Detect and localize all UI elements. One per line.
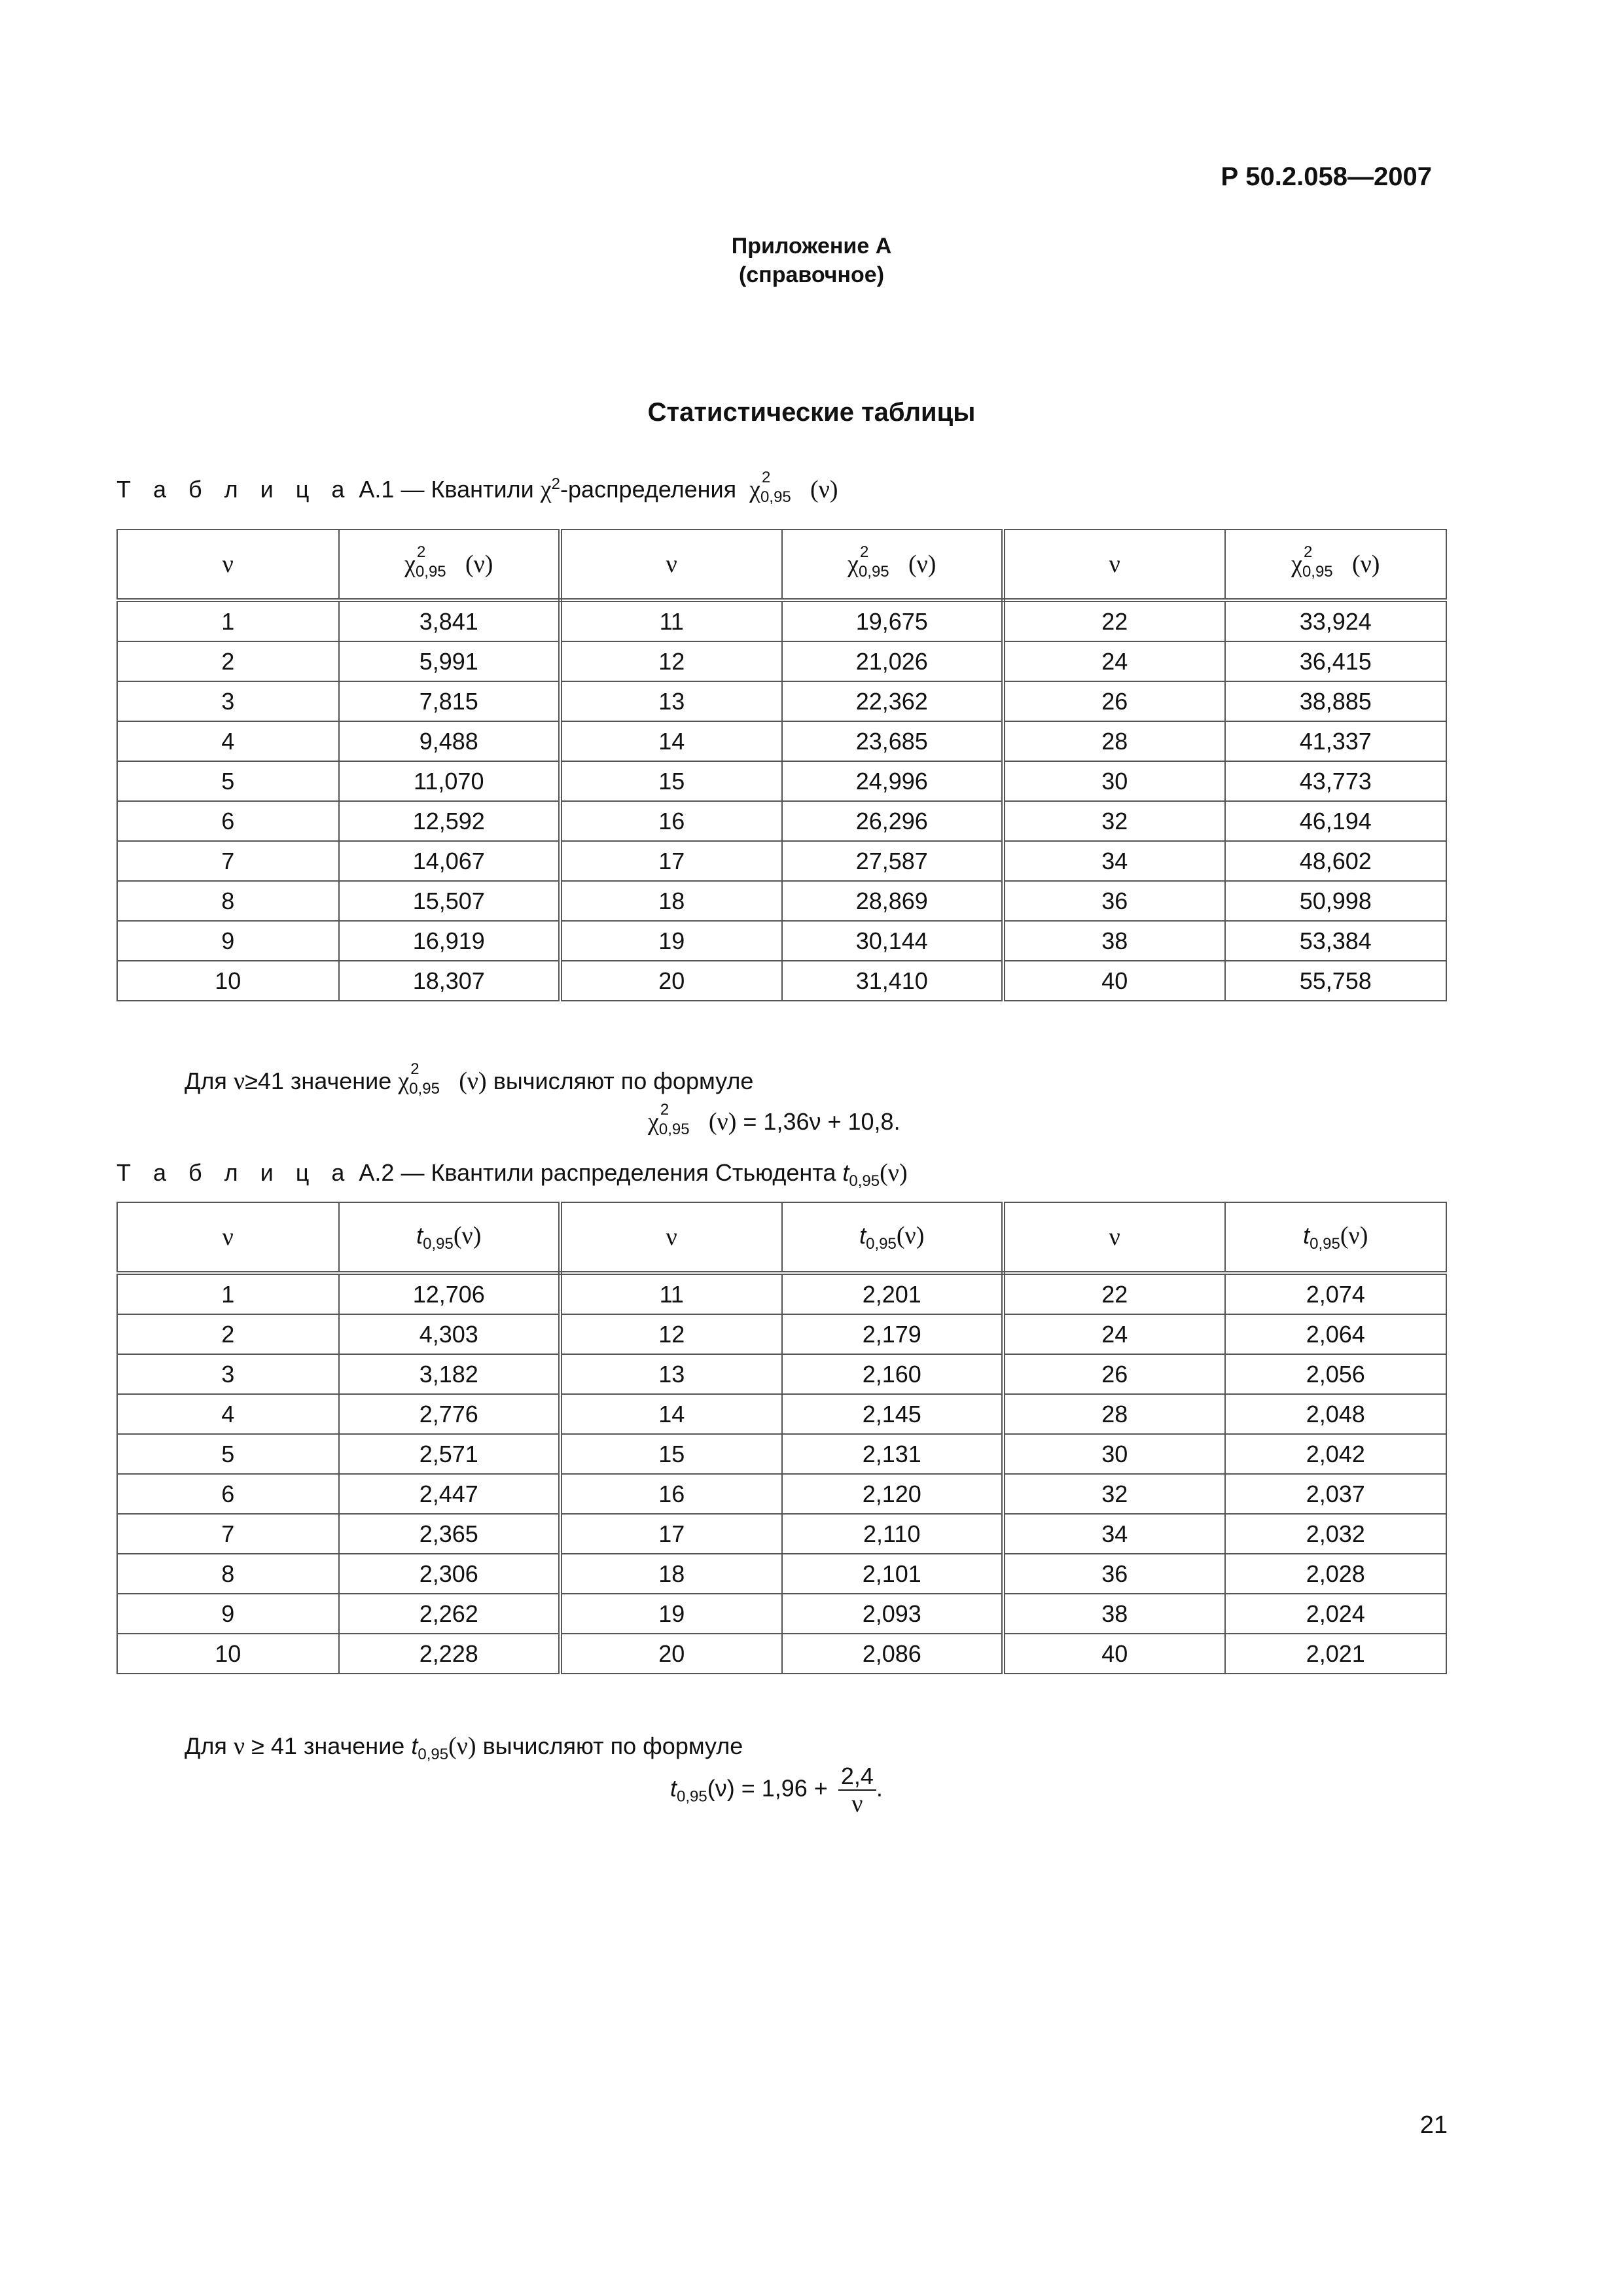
document-number: Р 50.2.058—2007 [1221, 162, 1432, 191]
table-cell: 2,042 [1225, 1434, 1447, 1474]
table-cell: 2,145 [782, 1394, 1004, 1434]
table-row [117, 841, 1446, 881]
table-cell: 2,262 [339, 1594, 561, 1634]
table-cell: 18,307 [339, 961, 561, 1001]
table-row [117, 1474, 1446, 1514]
table-cell: 36 [1003, 1554, 1225, 1594]
section-title: Статистические таблицы [647, 398, 976, 427]
table-cell: 24 [1003, 641, 1225, 681]
table-cell: 26 [1003, 681, 1225, 721]
table-cell: 22,362 [782, 681, 1004, 721]
table-cell: 12,706 [339, 1273, 561, 1314]
table-cell: 43,773 [1225, 761, 1447, 801]
table-row [117, 1314, 1446, 1354]
table-row [117, 1434, 1446, 1474]
table-cell: 3,182 [339, 1354, 561, 1394]
table-cell: 30 [1003, 761, 1225, 801]
formula-end: . [876, 1774, 883, 1802]
table-row [117, 961, 1446, 1001]
table-a2-caption-text: А.2 — Квантили распределения Стьюдента [359, 1159, 836, 1186]
table-cell: 2 [117, 1314, 339, 1354]
table-a1-caption-text: А.1 — Квантили [359, 476, 534, 503]
square-superscript: 2 [551, 475, 561, 493]
table-cell: 16 [560, 1474, 782, 1514]
header-nu: ν [560, 1202, 782, 1273]
table-cell: 24,996 [782, 761, 1004, 801]
fraction-denominator: ν [851, 1790, 863, 1818]
table-cell: 22 [1003, 1273, 1225, 1314]
table-a1-caption: Т а б л и ц а А.1 — Квантили $\chi^2$-распределения χ 2 0,95 (ν) [116, 469, 838, 506]
table-cell: 3,841 [339, 600, 561, 641]
table-a1-caption-mid: -распределения [560, 476, 737, 503]
table-cell: 17 [560, 841, 782, 881]
table-cell: 2,086 [782, 1634, 1004, 1674]
table-cell: 48,602 [1225, 841, 1447, 881]
header-nu: ν [1003, 1202, 1225, 1273]
table-cell: 16 [560, 801, 782, 841]
t-symbol: t [411, 1732, 418, 1759]
table-row [117, 921, 1446, 961]
table-cell: 2,120 [782, 1474, 1004, 1514]
table-cell: 19 [560, 1594, 782, 1634]
table-cell: 40 [1003, 961, 1225, 1001]
table-cell: 30 [1003, 1434, 1225, 1474]
table-row [117, 881, 1446, 921]
table-cell: 28 [1003, 1394, 1225, 1434]
table-cell: 38 [1003, 921, 1225, 961]
table-cell: 32 [1003, 801, 1225, 841]
table-row [117, 761, 1446, 801]
appendix-title: Приложение А [731, 234, 892, 259]
table-cell: 2,571 [339, 1434, 561, 1474]
table-cell: 1 [117, 600, 339, 641]
table-cell: 36,415 [1225, 641, 1447, 681]
table-cell: 38 [1003, 1594, 1225, 1634]
table-cell: 22 [1003, 600, 1225, 641]
table-cell: 18 [560, 881, 782, 921]
header-nu: ν [560, 529, 782, 600]
table-a1-note: Для ν≥41 значение χ 2 0,95 (ν) вычисляют по формуле [185, 1060, 754, 1098]
chi-sub-sup [760, 469, 810, 506]
table-row [117, 681, 1446, 721]
table-cell: 17 [560, 1514, 782, 1554]
table-cell: 3 [117, 681, 339, 721]
table-cell: 6 [117, 1474, 339, 1514]
table-cell: 2,074 [1225, 1273, 1447, 1314]
table-cell: 8 [117, 1554, 339, 1594]
table-cell: 11,070 [339, 761, 561, 801]
table-cell: 2 [117, 641, 339, 681]
table-cell: 2,228 [339, 1634, 561, 1674]
appendix-subtitle: (справочное) [738, 262, 885, 287]
table-cell: 18 [560, 1554, 782, 1594]
table-cell: 13 [560, 1354, 782, 1394]
table-a2-note: Для ν ≥ 41 значение $t_{0,95}(\nu)$ вычисляют по формуле [185, 1732, 743, 1763]
page-number: 21 [1419, 2111, 1448, 2139]
table-cell: 36 [1003, 881, 1225, 921]
sup: 2 [762, 469, 771, 486]
table-cell: 15,507 [339, 881, 561, 921]
fraction [838, 1763, 876, 1817]
table-cell: 2,776 [339, 1394, 561, 1434]
table-cell: 20 [560, 961, 782, 1001]
table-cell: 34 [1003, 1514, 1225, 1554]
table-cell: 1 [117, 1273, 339, 1314]
table-cell: 5,991 [339, 641, 561, 681]
table-cell: 2,101 [782, 1554, 1004, 1594]
table-cell: 7,815 [339, 681, 561, 721]
table-cell: 30,144 [782, 921, 1004, 961]
formula-lhs: (ν) = 1,96 + [707, 1774, 828, 1802]
table-cell: 15 [560, 1434, 782, 1474]
table-cell: 10 [117, 1634, 339, 1674]
header-t: $t_{0,95}(\nu)$ [782, 1202, 1004, 1273]
table-cell: 33,924 [1225, 600, 1447, 641]
table-cell: 2,365 [339, 1514, 561, 1554]
table-row [117, 600, 1446, 641]
nu-symbol: ν [887, 1159, 899, 1187]
nu-symbol: ν [818, 476, 830, 503]
table-cell: 2,028 [1225, 1554, 1447, 1594]
table-cell: 46,194 [1225, 801, 1447, 841]
t-symbol: t [842, 1159, 849, 1186]
table-cell: 55,758 [1225, 961, 1447, 1001]
table-cell: 23,685 [782, 721, 1004, 761]
table-cell: 40 [1003, 1634, 1225, 1674]
table-a2-header-row [117, 1202, 1446, 1273]
header-chi: χ 2 0,95 (ν) [339, 529, 561, 600]
formula-rhs: = 1,36ν + 10,8. [743, 1108, 901, 1135]
table-cell: 2,056 [1225, 1354, 1447, 1394]
t-symbol: t [670, 1774, 677, 1802]
t-subscript: 0,95 [677, 1787, 707, 1806]
table-row [117, 1394, 1446, 1434]
table-cell: 15 [560, 761, 782, 801]
note-condition: ≥ 41 значение [251, 1732, 405, 1759]
table-cell: 2,131 [782, 1434, 1004, 1474]
table-cell: 2,037 [1225, 1474, 1447, 1514]
table-cell: 38,885 [1225, 681, 1447, 721]
note-suffix: вычисляют по формуле [482, 1732, 743, 1759]
t-subscript: 0,95 [849, 1172, 880, 1190]
table-cell: 21,026 [782, 641, 1004, 681]
table-cell: 12 [560, 641, 782, 681]
table-a2 [116, 1202, 1447, 1674]
table-cell: 4 [117, 1394, 339, 1434]
table-cell: 13 [560, 681, 782, 721]
table-a2-formula [670, 1763, 883, 1817]
table-cell: 4 [117, 721, 339, 761]
table-cell: 2,024 [1225, 1594, 1447, 1634]
note-condition: ≥41 значение [245, 1067, 392, 1094]
table-cell: 11 [560, 600, 782, 641]
table-cell: 19 [560, 921, 782, 961]
table-cell: 9 [117, 921, 339, 961]
table-cell: 12 [560, 1314, 782, 1354]
table-cell: 12,592 [339, 801, 561, 841]
table-cell: 2,306 [339, 1554, 561, 1594]
table-row [117, 1634, 1446, 1674]
table-cell: 6 [117, 801, 339, 841]
table-cell: 7 [117, 841, 339, 881]
table-a1-label: Т а б л и ц а [116, 476, 353, 503]
chi-symbol: χ [749, 476, 761, 503]
header-nu: ν [1003, 529, 1225, 600]
table-a1-formula: χ 2 0,95 (ν) = 1,36ν + 10,8. [648, 1101, 901, 1138]
table-cell: 2,032 [1225, 1514, 1447, 1554]
table-cell: 2,064 [1225, 1314, 1447, 1354]
table-cell: 26 [1003, 1354, 1225, 1394]
header-t: $t_{0,95}(\nu)$ [1225, 1202, 1447, 1273]
table-row [117, 721, 1446, 761]
table-cell: 32 [1003, 1474, 1225, 1514]
table-cell: 2,447 [339, 1474, 561, 1514]
table-cell: 19,675 [782, 600, 1004, 641]
table-cell: 27,587 [782, 841, 1004, 881]
table-a2-caption: Т а б л и ц а А.2 — Квантили распределения Стьюдента $t_{0,95}(\nu)$ [116, 1159, 908, 1190]
header-nu: ν [117, 1202, 339, 1273]
table-cell: 7 [117, 1514, 339, 1554]
table-cell: 14 [560, 1394, 782, 1434]
nu-symbol: ν [233, 1067, 245, 1095]
fraction-numerator: 2,4 [838, 1763, 876, 1791]
nu-symbol: ν [233, 1732, 245, 1760]
table-cell: 26,296 [782, 801, 1004, 841]
header-chi: χ 2 0,95 (ν) [1225, 529, 1447, 600]
table-cell: 2,160 [782, 1354, 1004, 1394]
table-row [117, 641, 1446, 681]
table-row [117, 1554, 1446, 1594]
table-cell: 10 [117, 961, 339, 1001]
table-cell: 16,919 [339, 921, 561, 961]
table-cell: 14 [560, 721, 782, 761]
table-a1 [116, 529, 1447, 1001]
table-cell: 20 [560, 1634, 782, 1674]
table-cell: 2,093 [782, 1594, 1004, 1634]
table-row [117, 1273, 1446, 1314]
chi-symbol: χ [398, 1067, 410, 1095]
table-row [117, 1354, 1446, 1394]
table-a2-label: Т а б л и ц а [116, 1159, 353, 1186]
note-suffix: вычисляют по формуле [493, 1067, 754, 1094]
note-prefix: Для [185, 1067, 227, 1094]
table-cell: 53,384 [1225, 921, 1447, 961]
table-cell: 4,303 [339, 1314, 561, 1354]
chi-symbol: χ [648, 1108, 659, 1136]
note-prefix: Для [185, 1732, 227, 1759]
table-cell: 28,869 [782, 881, 1004, 921]
table-cell: 24 [1003, 1314, 1225, 1354]
table-row [117, 801, 1446, 841]
table-cell: 2,110 [782, 1514, 1004, 1554]
table-cell: 28 [1003, 721, 1225, 761]
table-cell: 14,067 [339, 841, 561, 881]
table-cell: 11 [560, 1273, 782, 1314]
sub: 0,95 [760, 488, 791, 506]
table-cell: 41,337 [1225, 721, 1447, 761]
table-a1-header-row [117, 529, 1446, 600]
table-cell: 2,201 [782, 1273, 1004, 1314]
table-cell: 9,488 [339, 721, 561, 761]
table-row [117, 1514, 1446, 1554]
header-chi: χ 2 0,95 (ν) [782, 529, 1004, 600]
table-cell: 31,410 [782, 961, 1004, 1001]
table-cell: 50,998 [1225, 881, 1447, 921]
table-cell: 8 [117, 881, 339, 921]
table-cell: 9 [117, 1594, 339, 1634]
table-cell: 2,179 [782, 1314, 1004, 1354]
header-t: $t_{0,95}(\nu)$ [339, 1202, 561, 1273]
table-cell: 2,021 [1225, 1634, 1447, 1674]
chi-symbol: χ [540, 476, 552, 503]
table-cell: 2,048 [1225, 1394, 1447, 1434]
table-cell: 5 [117, 1434, 339, 1474]
table-row [117, 1594, 1446, 1634]
appendix-heading [0, 232, 1623, 289]
table-cell: 3 [117, 1354, 339, 1394]
table-cell: 34 [1003, 841, 1225, 881]
table-cell: 5 [117, 761, 339, 801]
header-nu: ν [117, 529, 339, 600]
